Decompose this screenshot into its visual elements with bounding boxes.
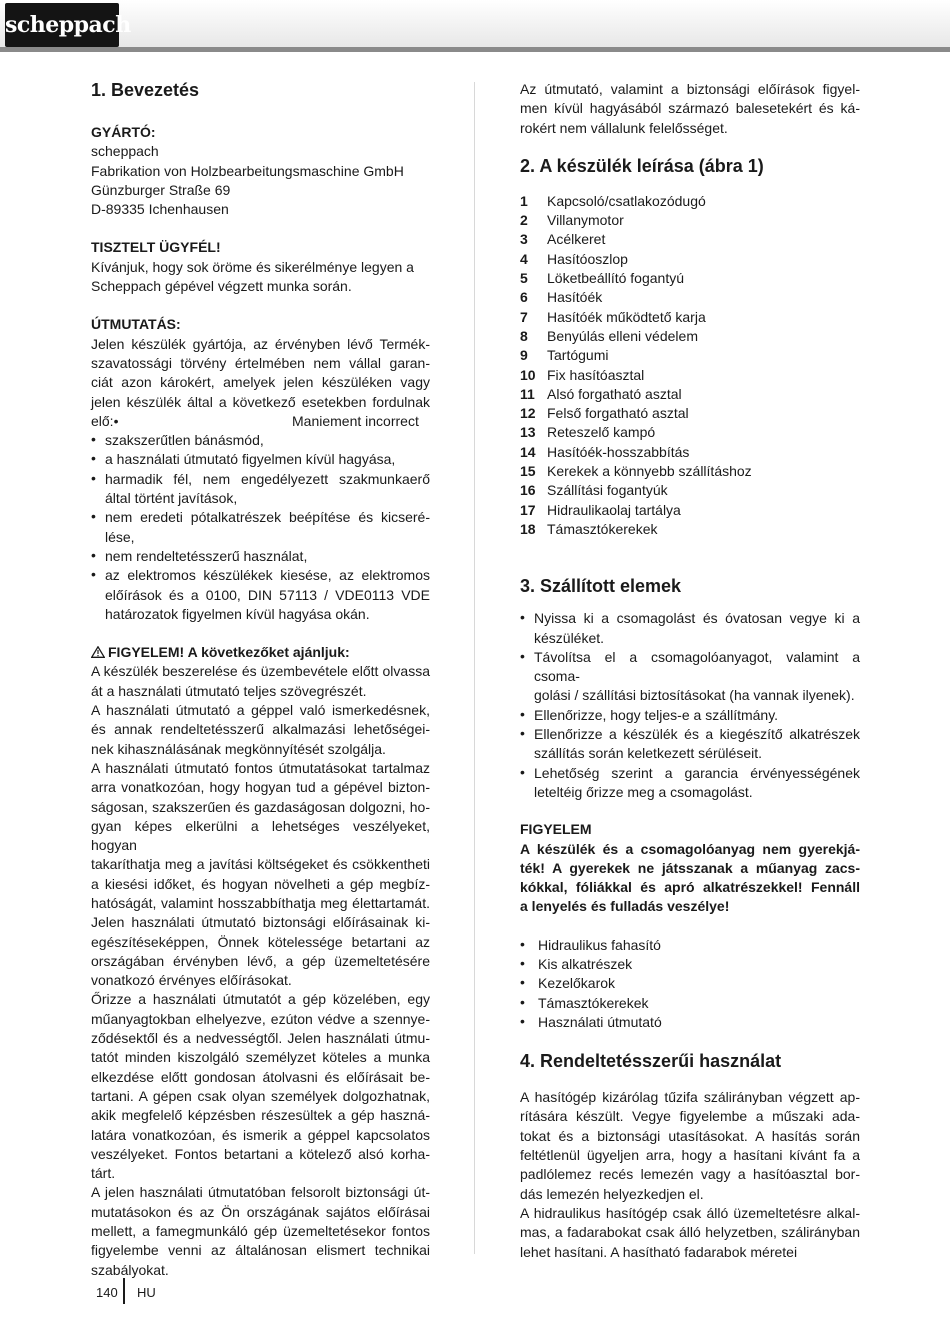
- supplied-item: [520, 955, 860, 974]
- bullet-text: előírások és a 0100, DIN 57113 / VDE0113 VDE: [105, 586, 430, 603]
- section-2-heading: 2. A készülék leírása (ábra 1): [520, 155, 764, 176]
- use-line: lehet hasítani. A hasítható fadarabok méretei: [520, 1243, 798, 1260]
- attention-line: latára vonatkozóan, és ismerik a géppel kapcsolatos: [91, 1126, 430, 1143]
- use-line: dás lemezén helyezkedjen el.: [520, 1185, 704, 1202]
- attention-line: elkezdése előtt gondosan átolvasni és előírásait be-: [91, 1068, 430, 1085]
- use-line: padlólemez recés lemezén vagy a hasítóasztal bor-: [520, 1166, 860, 1183]
- brand-logo-text: scheppach: [5, 12, 131, 38]
- part-number: 3: [520, 231, 528, 248]
- part-row: [520, 366, 860, 385]
- bullet-text: • a használati útmutató figyelmen kívül hagyása,: [105, 451, 396, 468]
- intro-line: Az útmutató, valamint a biztonsági előírások figyel-: [520, 81, 860, 97]
- part-number: 10: [520, 366, 536, 383]
- bullet-text: által történt javítások,: [105, 490, 238, 507]
- bullet-text: • az elektromos készülékek kiesése, az elektromos: [105, 567, 430, 584]
- attention-line: egészítéseképpen, Önnek kötelessége betartani az: [91, 933, 430, 950]
- bullet-text: • Ellenőrizze a készülék és a kiegészítő alkatrészek: [534, 726, 860, 743]
- attention-line: nek kihasználásának megkönnyítését szolgálja.: [91, 740, 386, 757]
- part-row: [520, 269, 860, 288]
- attention-line: mellett, a famegmunkáló gép üzemeltetésekor fontos: [91, 1223, 430, 1240]
- attention-body: [91, 662, 430, 1280]
- use-body: [520, 1088, 860, 1262]
- part-row: [520, 288, 860, 307]
- part-name: Támasztókerekek: [547, 520, 658, 537]
- use-line: feltétlenül ügyeljen arra, hogy a hasítani kívánt fa a: [520, 1147, 860, 1164]
- bullet-text: • Nyissa ki a csomagolást és óvatosan vegye ki a: [534, 610, 860, 627]
- part-name: Fix hasítóasztal: [547, 366, 645, 383]
- footer-separator: [123, 1278, 125, 1304]
- part-name: Szállítási fogantyúk: [547, 482, 668, 499]
- delivery-bullet: [520, 706, 860, 725]
- supplied-item-label: • Támasztókerekek: [538, 994, 649, 1011]
- customer-line: Scheppach gépével végzett munka során.: [91, 278, 352, 295]
- attention-label: FIGYELEM! A következőket ajánljuk:: [108, 644, 350, 661]
- part-row: [520, 385, 860, 404]
- part-name: Kerekek a könnyebb szállításhoz: [547, 463, 752, 480]
- attention-line: ságosan, szakszerűen és gazdaságosan dolgozni, ho-: [91, 798, 430, 815]
- notice-bullet: [91, 508, 430, 547]
- part-number: 16: [520, 482, 536, 499]
- manufacturer-line: Günzburger Straße 69: [91, 181, 231, 198]
- part-row: [520, 211, 860, 230]
- delivery-bullet: [520, 648, 860, 706]
- notice-last-prefix: elő:•: [91, 412, 119, 429]
- use-line: A hidraulikus hasítógép csak álló üzemeltetésre alkal-: [520, 1204, 860, 1221]
- section-3-heading: 3. Szállított elemek: [520, 576, 682, 597]
- parts-list: [520, 192, 860, 539]
- attention-line: a kiesési időket, és hogyan növelheti a gép megbíz-: [91, 875, 430, 892]
- attention-line: műanyagtokban elhelyezve, ezúton védve a szennye-: [91, 1010, 430, 1027]
- delivery-list: [520, 609, 860, 802]
- manufacturer-label: GYÁRTÓ:: [91, 124, 156, 140]
- attention-line: tartani. A gépen csak olyan személyek dolgozhatnak,: [91, 1087, 430, 1104]
- part-name: Hasítóék: [547, 289, 603, 306]
- page-number: 140: [96, 1285, 118, 1300]
- notice-line: szavatossági törvény értelmében nem vállal garan-: [91, 354, 430, 371]
- manufacturer-line: D-89335 Ichenhausen: [91, 201, 229, 218]
- warning-line: a lenyelés és fulladás veszélye!: [520, 898, 730, 915]
- bullet-text: golási / szállítási biztosításokat (ha vannak ilyenek).: [534, 687, 855, 704]
- part-name: Hidraulikaolaj tartálya: [547, 501, 681, 518]
- part-number: 5: [520, 270, 528, 287]
- notice-line: Jelen készülék gyártója, az érvényben lévő Termék-: [91, 335, 430, 352]
- delivery-bullet: [520, 764, 860, 803]
- warning-triangle-icon: [91, 646, 105, 658]
- supplied-item: [520, 936, 860, 955]
- part-name: Reteszelő kampó: [547, 424, 656, 441]
- use-line: A hasítógép kizárólag tűzifa szálirányban végzett ap-: [520, 1089, 860, 1106]
- part-number: 17: [520, 501, 536, 518]
- header-rule: [0, 47, 950, 52]
- warning-line: A készülék és a csomagolóanyag nem gyerekjá-: [520, 840, 860, 857]
- part-row: [520, 230, 860, 249]
- part-number: 13: [520, 424, 536, 441]
- attention-line: országában érvényben lévő, a gép üzemeltetésére: [91, 952, 430, 969]
- part-number: 6: [520, 289, 528, 306]
- part-row: [520, 404, 860, 423]
- section-1-heading: 1. Bevezetés: [91, 80, 200, 100]
- attention-line: A használati útmutató fontos útmutatásokat tartalmaz: [91, 759, 430, 776]
- attention-line: és annak rendeltetésszerű alkalmazási lehetőségei-: [91, 721, 430, 738]
- left-column: [91, 78, 430, 1280]
- bullet-text: • Lehetőség szerint a garancia érvényességének: [534, 764, 860, 781]
- part-number: 8: [520, 327, 528, 344]
- part-name: Hasítóék működtető karja: [547, 308, 706, 325]
- section-4-heading: 4. Rendeltetésszerűi használat: [520, 1051, 782, 1072]
- part-name: Villanymotor: [547, 212, 624, 229]
- intro-line: men kívül hagyásából származó balesetekért és ká-: [520, 100, 860, 117]
- delivery-bullet: [520, 725, 860, 764]
- notice-bullet: [91, 450, 430, 469]
- notice-bullet: [91, 470, 430, 509]
- attention-line: figyelembe venni az általánosan elismert technikai: [91, 1242, 430, 1259]
- language-code: HU: [137, 1285, 156, 1300]
- attention-line: gyan képes elkerülni a lehetséges veszélyeket, hogyan: [91, 817, 430, 854]
- bullet-text: • harmadik fél, nem engedélyezett szakmunkaerő: [105, 470, 430, 487]
- notice-bullet: [91, 547, 430, 566]
- bullet-text: lése,: [105, 528, 135, 545]
- notice-last-line: [91, 412, 430, 431]
- part-row: [520, 308, 860, 327]
- header-band: [0, 0, 950, 50]
- supplied-item-label: • Kis alkatrészek: [538, 955, 633, 972]
- manufacturer-line: scheppach: [91, 143, 159, 160]
- attention-line: hatóságát, valamint hosszabbíthatja meg élettartamát.: [91, 894, 430, 911]
- part-name: Benyúlás elleni védelem: [547, 327, 698, 344]
- delivery-bullet: [520, 609, 860, 648]
- part-row: [520, 346, 860, 365]
- bullet-text: • Ellenőrizze, hogy teljes-e a szállítmány.: [534, 706, 779, 723]
- supplied-item: [520, 994, 860, 1013]
- part-row: [520, 481, 860, 500]
- part-row: [520, 462, 860, 481]
- attention-line: Jelen használati útmutató biztonsági előírásainak ki-: [91, 914, 430, 931]
- part-row: [520, 327, 860, 346]
- bullet-text: leteltéig őrizze meg a csomagolást.: [534, 783, 753, 800]
- part-row: [520, 520, 860, 539]
- part-name: Felső forgatható asztal: [547, 405, 689, 422]
- part-name: Tartógumi: [547, 347, 609, 364]
- warning-line: ték! A gyerekek ne játsszanak a műanyag zacs-: [520, 859, 860, 876]
- bullet-text: határozatok figyelmen kívül hagyása okán.: [105, 605, 370, 622]
- part-number: 12: [520, 405, 536, 422]
- attention-heading: [91, 643, 430, 662]
- part-number: 7: [520, 308, 528, 325]
- part-number: 9: [520, 347, 528, 364]
- attention-line: mutatásokon és az Ön országának sajátos előírásai: [91, 1203, 430, 1220]
- notice-last-suffix: Maniement incorrect: [292, 412, 419, 429]
- notice-line: ciát azon károkért, amelyek jelen készüléken vagy: [91, 374, 430, 391]
- part-name: Acélkeret: [547, 231, 606, 248]
- notice-bullet: [91, 431, 430, 450]
- part-name: Kapcsoló/csatlakozódugó: [547, 192, 706, 209]
- attention-line: Őrizze a használati útmutatót a gép közelében, egy: [91, 991, 430, 1008]
- bullet-text: • nem rendeltetésszerű használat,: [105, 547, 308, 564]
- customer-label: TISZTELT ÜGYFÉL!: [91, 239, 221, 256]
- attention-line: A készülék beszerelése és üzembevétele előtt olvassa: [91, 663, 430, 680]
- bullet-text: • Távolítsa el a csomagolóanyagot, valamint a csoma-: [534, 648, 860, 685]
- supplied-item: [520, 1013, 860, 1032]
- notice-label: ÚTMUTATÁS:: [91, 316, 181, 333]
- warning-label: FIGYELEM: [520, 821, 592, 838]
- notice-line: jelen készülék által a következő esetekben fordulnak: [91, 393, 430, 410]
- part-name: Hasítóoszlop: [547, 250, 628, 267]
- bullet-text: készüléket.: [534, 629, 605, 646]
- part-name: Löketbeállító fogantyú: [547, 270, 684, 287]
- bullet-text: • szakszerűtlen bánásmód,: [105, 432, 264, 449]
- part-row: [520, 443, 860, 462]
- part-number: 4: [520, 250, 528, 267]
- attention-line: tatót minden kiszolgáló személyzet köteles a munka: [91, 1049, 430, 1066]
- manufacturer-line: Fabrikation von Holzbearbeitungsmaschine GmbH: [91, 162, 404, 179]
- attention-line: arra vonatkozóan, hogy hogyan tud a gépével bizton-: [91, 779, 430, 796]
- part-row: [520, 423, 860, 442]
- bullet-text: • nem eredeti pótalkatrészek beépítése és kicseré-: [105, 509, 430, 526]
- attention-line: szabályokat.: [91, 1261, 169, 1278]
- attention-line: A használati útmutató a géppel való ismerkedésnek,: [91, 702, 430, 719]
- warning-line: kókkal, fóliákkal és apró alkatrészekkel! Fennáll: [520, 879, 860, 896]
- attention-line: tárt.: [91, 1165, 116, 1182]
- customer-line: Kívánjuk, hogy sok öröme és sikerélménye legyen a: [91, 258, 414, 275]
- part-number: 1: [520, 192, 528, 209]
- supplied-items-list: [520, 936, 860, 1032]
- part-row: [520, 501, 860, 520]
- part-number: 14: [520, 443, 536, 460]
- supplied-item-label: • Hidraulikus fahasító: [538, 936, 661, 953]
- column-divider: [474, 82, 475, 1254]
- supplied-item: [520, 974, 860, 993]
- attention-line: ződésektől és a nedvességtől. Jelen használati útmu-: [91, 1030, 430, 1047]
- use-line: tokat és a biztonsági utasításokat. A hasítás során: [520, 1127, 860, 1144]
- part-number: 11: [520, 385, 535, 402]
- part-number: 2: [520, 212, 528, 229]
- intro-line: rokért nem vállalunk felelősséget.: [520, 119, 728, 136]
- attention-line: A jelen használati útmutatóban felsorolt biztonsági út-: [91, 1184, 430, 1201]
- attention-line: takaríthatja meg a javítási költségeket és csökkentheti: [91, 856, 430, 873]
- use-line: mas, a fadarabokat csak álló helyzetben, szálirányban: [520, 1224, 860, 1241]
- part-name: Alsó forgatható asztal: [547, 385, 682, 402]
- part-name: Hasítóék-hosszabbítás: [547, 443, 690, 460]
- part-number: 15: [520, 463, 536, 480]
- part-row: [520, 250, 860, 269]
- attention-line: vonatkozó érvényes előírásokat.: [91, 972, 292, 989]
- right-column: [520, 80, 860, 1262]
- brand-logo: [5, 3, 131, 47]
- supplied-item-label: • Használati útmutató: [538, 1013, 662, 1030]
- part-number: 18: [520, 520, 536, 537]
- attention-line: akik megfelelő képzésben részesültek a gép haszná-: [91, 1107, 430, 1124]
- supplied-item-label: • Kezelőkarok: [538, 975, 616, 992]
- attention-line: veszélyeket. Fontos betartani a kötelező alsó korha-: [91, 1145, 430, 1162]
- bullet-text: szállítás során keletkezett sérüléseit.: [534, 745, 762, 762]
- part-row: [520, 192, 860, 211]
- notice-bullet: [91, 566, 430, 624]
- use-line: rítására készült. Vegye figyelembe a műszaki ada-: [520, 1108, 860, 1125]
- attention-line: át a használati útmutató teljes szövegrészét.: [91, 682, 367, 699]
